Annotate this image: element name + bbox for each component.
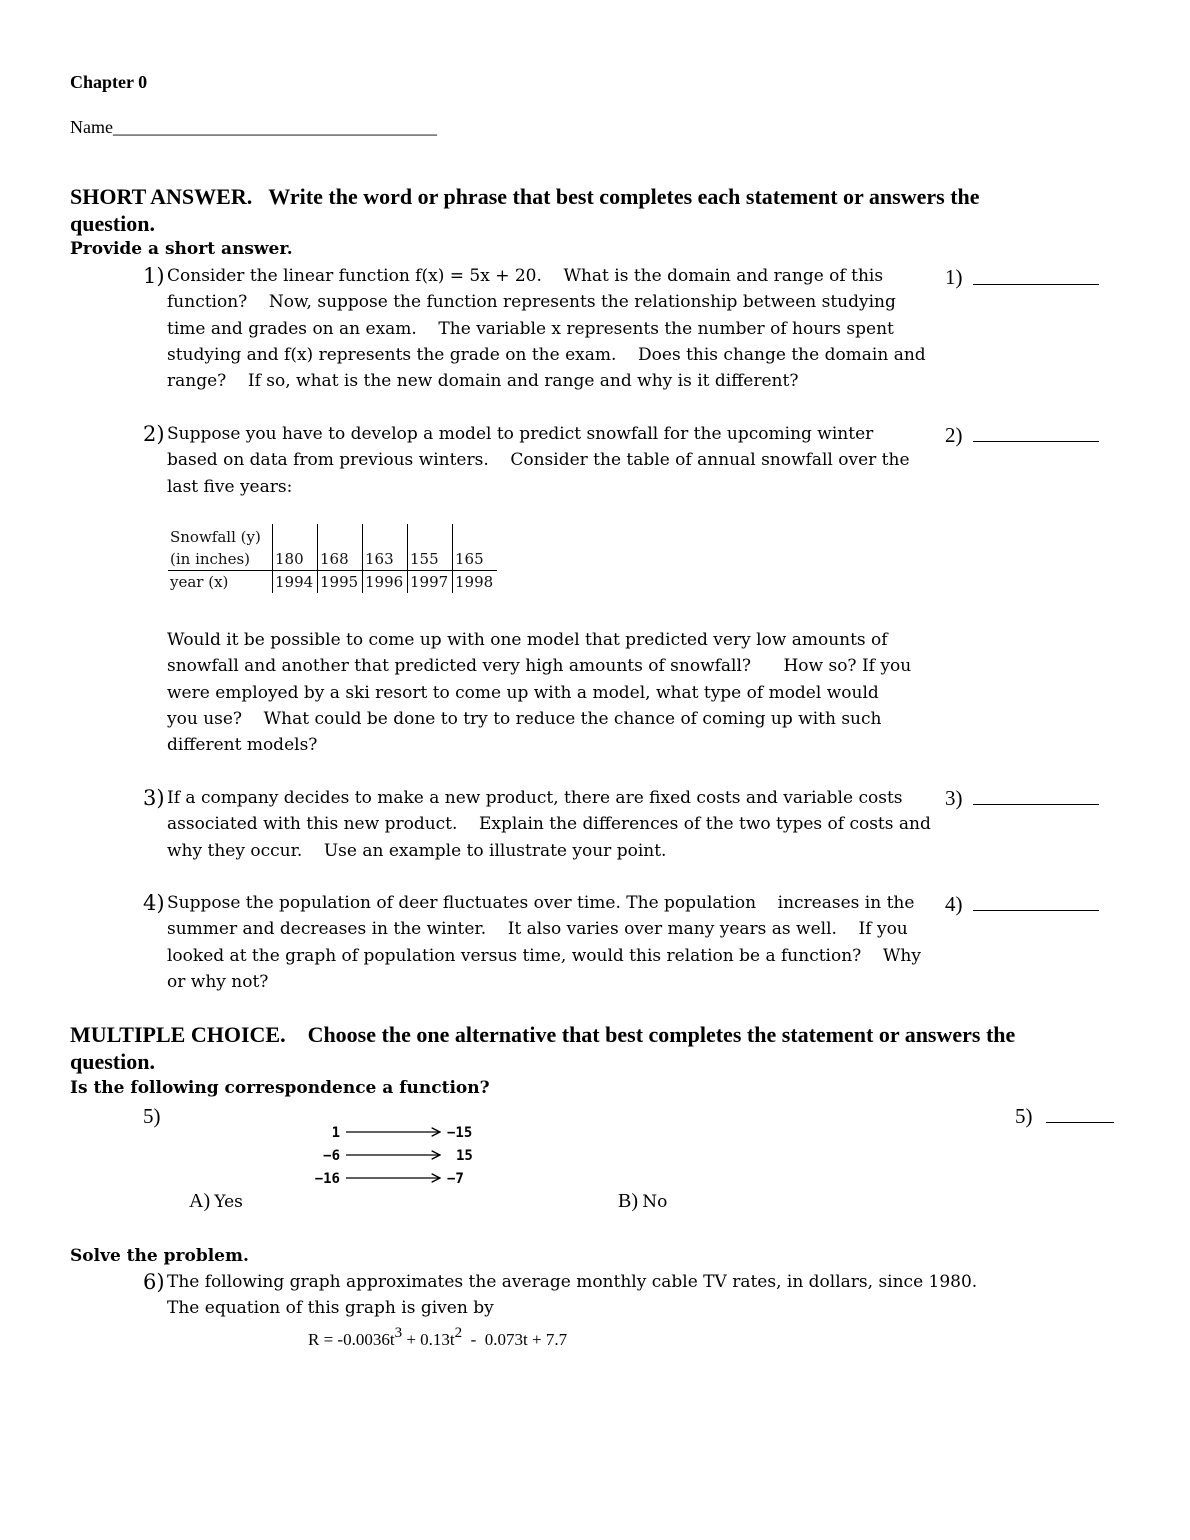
snowfall-units-label: (in inches): [168, 548, 273, 571]
multiple-choice-heading-line1: MULTIPLE CHOICE. Choose the one alternative that best completes the statement or answers the: [70, 1022, 1016, 1047]
equation-exponent: 2: [454, 1325, 463, 1341]
year-cell: 1997: [408, 571, 453, 594]
mapping-from-2: −6: [323, 1148, 340, 1164]
answer-5-blank[interactable]: [1046, 1122, 1114, 1123]
snowfall-cell: 168: [318, 548, 363, 571]
question-3-line: why they occur. Use an example to illustrate your point.: [167, 840, 667, 861]
question-1-number: 1): [143, 264, 165, 288]
short-answer-heading-line1: SHORT ANSWER. Write the word or phrase that best completes each statement or answers the: [70, 184, 980, 209]
correspondence-diagram: [300, 1120, 490, 1190]
answer-3-label: 3): [945, 786, 963, 810]
year-cell: 1994: [273, 571, 318, 594]
snowfall-cell: 163: [363, 548, 408, 571]
choice-b-text: No: [642, 1192, 668, 1212]
chapter-title: Chapter 0: [70, 72, 148, 92]
mapping-to-3: −7: [447, 1171, 464, 1187]
question-4-number: 4): [143, 891, 165, 915]
answer-4-label: 4): [945, 892, 963, 916]
question-2-followup-line: snowfall and another that predicted very high amounts of snowfall? How so? If you: [167, 656, 912, 677]
snowfall-table: [168, 524, 497, 593]
year-cell: 1998: [455, 573, 494, 591]
question-3-number: 3): [143, 786, 165, 810]
choice-a-letter: A): [189, 1190, 211, 1212]
snowfall-label: Snowfall (y): [168, 524, 273, 548]
multiple-choice-heading: [70, 1021, 1120, 1075]
question-2-followup-line: Would it be possible to come up with one model that predicted very low amounts of: [167, 630, 888, 650]
question-2-followup: [167, 627, 927, 758]
equation-part: R = -0.0036t: [308, 1330, 395, 1349]
answer-1-label: 1): [945, 265, 963, 289]
question-1-line: time and grades on an exam. The variable x represents the number of hours spent: [167, 318, 894, 339]
question-2-followup-line: different models?: [167, 735, 318, 756]
year-cell: 1996: [363, 571, 408, 594]
answer-2-blank[interactable]: [973, 441, 1099, 442]
question-1-line: function? Now, suppose the function represents the relationship between studying: [167, 292, 896, 313]
question-1-line: range? If so, what is the new domain and range and why is it different?: [167, 371, 799, 392]
question-2-line: Suppose you have to develop a model to predict snowfall for the upcoming winter: [167, 424, 874, 444]
equation-part: + 0.13t: [402, 1330, 455, 1349]
snowfall-cell: 165: [453, 548, 498, 571]
answer-1-blank[interactable]: [973, 284, 1099, 285]
name-field-label: Name____________________________________: [70, 117, 437, 137]
equation-exponent: 3: [394, 1325, 403, 1341]
question-4-line: or why not?: [167, 971, 269, 992]
mapping-to-1: −15: [447, 1125, 473, 1141]
mapping-from-3: −16: [314, 1171, 340, 1187]
solve-instruction: Solve the problem.: [70, 1246, 249, 1266]
answer-4-blank[interactable]: [973, 910, 1099, 911]
year-cell: 1995: [318, 571, 363, 594]
multiple-choice-instruction: Is the following correspondence a function?: [70, 1078, 490, 1098]
equation-part: - 0.073t + 7.7: [462, 1330, 568, 1349]
mapping-from-1: 1: [331, 1125, 340, 1141]
question-1-line: studying and f(x) represents the grade on the exam. Does this change the domain and: [167, 344, 926, 365]
question-3-line: If a company decides to make a new product, there are fixed costs and variable costs: [167, 788, 903, 808]
answer-3-blank[interactable]: [973, 804, 1099, 805]
question-4-line: Suppose the population of deer fluctuates over time. The population increases in the: [167, 893, 915, 913]
answer-5-label: 5): [1015, 1104, 1033, 1128]
answer-2-label: 2): [945, 423, 963, 447]
question-1-line: Consider the linear function f(x) = 5x + 20. What is the domain and range of this: [167, 266, 884, 286]
question-3-text: [167, 785, 931, 864]
cable-rate-equation: [308, 1325, 567, 1350]
question-2-text: [167, 421, 927, 500]
question-4-line: looked at the graph of population versus time, would this relation be a function? Why: [167, 945, 921, 966]
question-6-line: The following graph approximates the average monthly cable TV rates, in dollars, since 1980.: [167, 1272, 978, 1292]
multiple-choice-heading-line2: question.: [70, 1049, 155, 1074]
question-2-followup-line: were employed by a ski resort to come up with a model, what type of model would: [167, 682, 879, 703]
question-5-number: 5): [143, 1104, 161, 1128]
question-3-line: associated with this new product. Explain the differences of the two types of costs and: [167, 814, 931, 835]
choice-b-letter: B): [618, 1190, 638, 1212]
question-2-line: last five years:: [167, 476, 293, 497]
question-4-text: [167, 890, 927, 995]
short-answer-heading-line2: question.: [70, 211, 155, 236]
question-4-line: summer and decreases in the winter. It also varies over many years as well. If you: [167, 919, 908, 940]
choice-a[interactable]: [189, 1190, 243, 1213]
choice-a-text: Yes: [214, 1192, 243, 1212]
year-label: year (x): [168, 571, 273, 594]
question-6-text: [167, 1269, 1067, 1322]
question-6-line: The equation of this graph is given by: [167, 1298, 494, 1319]
short-answer-instruction: Provide a short answer.: [70, 239, 293, 259]
question-2-line: based on data from previous winters. Consider the table of annual snowfall over the: [167, 450, 910, 471]
question-2-number: 2): [143, 422, 165, 446]
mapping-to-2: 15: [456, 1148, 473, 1164]
short-answer-heading: [70, 183, 1120, 237]
snowfall-cell: 155: [408, 548, 453, 571]
choice-b[interactable]: [618, 1190, 667, 1213]
question-2-followup-line: you use? What could be done to try to reduce the chance of coming up with such: [167, 708, 882, 729]
snowfall-cell: 180: [273, 548, 318, 571]
question-1-text: [167, 263, 927, 394]
question-6-number: 6): [143, 1270, 165, 1294]
